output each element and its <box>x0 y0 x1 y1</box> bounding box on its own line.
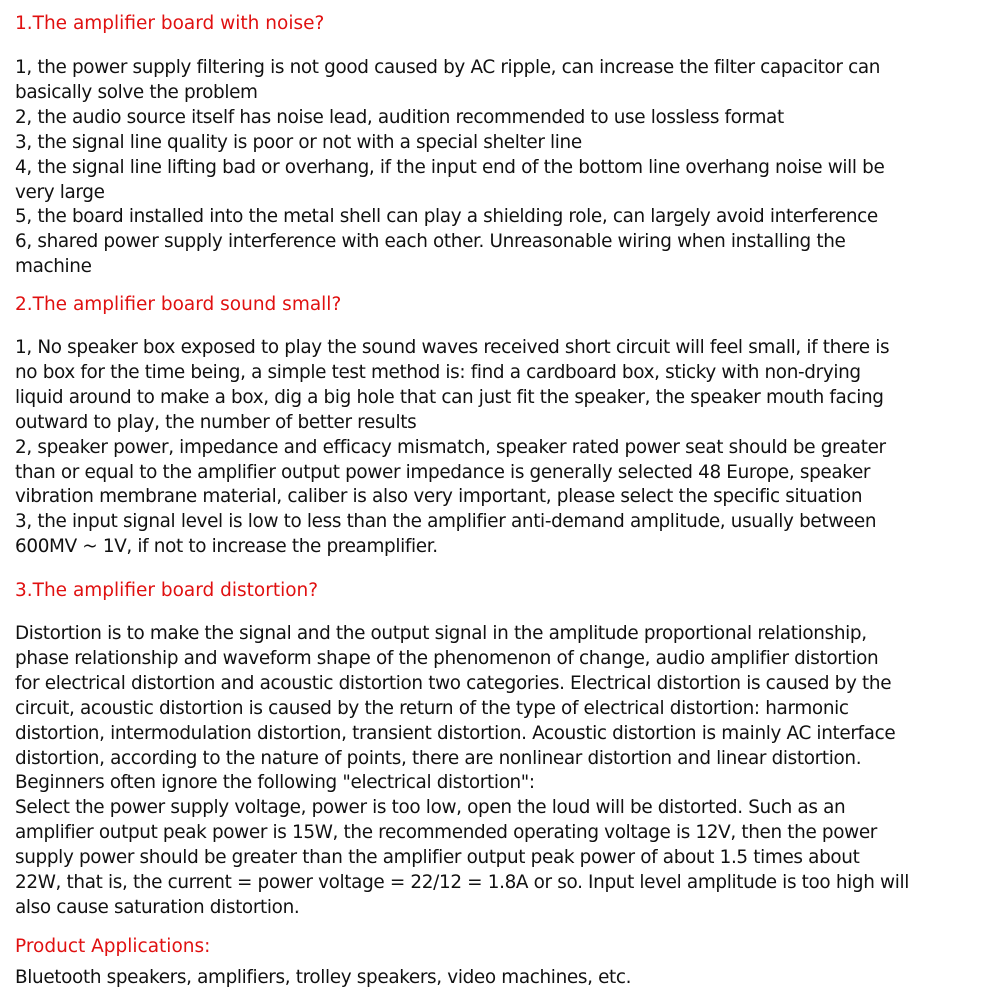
section-2-line: no box for the time being, a simple test method is: find a cardboard box, sticky with non-drying <box>15 361 861 383</box>
section-3-line: distortion, according to the nature of points, there are nonlinear distortion and linear distortion. <box>15 747 862 769</box>
section-3-line: distortion, intermodulation distortion, transient distortion. Acoustic distortion is mainly AC interface <box>15 722 896 744</box>
section-3-line: amplifier output peak power is 15W, the recommended operating voltage is 12V, then the power <box>15 822 878 844</box>
section-2-line: outward to play, the number of better results <box>15 411 417 433</box>
section-2-heading: 2.The amplifier board sound small? <box>15 294 342 315</box>
section-2-line: than or equal to the amplifier output power impedance is generally selected 48 Europe, speaker <box>15 461 871 483</box>
section-3-heading: 3.The amplifier board distortion? <box>15 580 319 601</box>
section-3-line: Select the power supply voltage, power is too low, open the loud will be distorted. Such as an <box>15 797 846 819</box>
section-1-heading: 1.The amplifier board with noise? <box>15 13 325 34</box>
section-2-line: 2, speaker power, impedance and efficacy mismatch, speaker rated power seat should be greater <box>15 436 886 458</box>
section-2-line: 3, the input signal level is low to less than the amplifier anti-demand amplitude, usually between <box>15 511 877 533</box>
section-2-line: liquid around to make a box, dig a big hole that can just fit the speaker, the speaker mouth facing <box>15 386 884 408</box>
section-1-line: very large <box>15 181 105 203</box>
section-3-line: supply power should be greater than the amplifier output peak power of about 1.5 times about <box>15 847 860 869</box>
section-3-line: 22W, that is, the current = power voltage = 22/12 = 1.8A or so. Input level amplitude is too high will <box>15 872 909 894</box>
section-3-body <box>15 622 980 921</box>
section-2-line: 600MV ~ 1V, if not to increase the preamplifier. <box>15 536 438 558</box>
section-2-line: 1, No speaker box exposed to play the sound waves received short circuit will feel small, if there is <box>15 337 890 358</box>
product-applications-line: Bluetooth speakers, amplifiers, trolley speakers, video machines, etc. <box>15 967 632 988</box>
section-2-line: vibration membrane material, caliber is also very important, please select the specific situation <box>15 486 863 508</box>
section-3-line: Beginners often ignore the following "electrical distortion": <box>15 772 535 794</box>
section-3-line: Distortion is to make the signal and the output signal in the amplitude proportional relationship, <box>15 623 867 644</box>
section-1-line: 5, the board installed into the metal shell can play a shielding role, can largely avoid interference <box>15 206 878 228</box>
section-1-line: 2, the audio source itself has noise lead, audition recommended to use lossless format <box>15 106 784 128</box>
section-1-line: 3, the signal line quality is poor or not with a special shelter line <box>15 131 582 153</box>
section-3-line: phase relationship and waveform shape of the phenomenon of change, audio amplifier distortion <box>15 647 879 669</box>
product-applications-body <box>15 966 980 991</box>
section-2-body <box>15 336 980 560</box>
section-3-line: also cause saturation distortion. <box>15 896 300 918</box>
section-1-body <box>15 56 980 280</box>
section-1-line: 6, shared power supply interference with each other. Unreasonable wiring when installing the <box>15 231 846 253</box>
product-applications-heading: Product Applications: <box>15 936 211 957</box>
section-1-line: 1, the power supply filtering is not good caused by AC ripple, can increase the filter capacitor can <box>15 57 881 78</box>
section-3-line: for electrical distortion and acoustic distortion two categories. Electrical distortion is caused by the <box>15 672 892 694</box>
section-1-line: basically solve the problem <box>15 81 258 103</box>
section-1-line: 4, the signal line lifting bad or overhang, if the input end of the bottom line overhang noise will be <box>15 156 885 178</box>
section-1-line: machine <box>15 256 92 278</box>
section-3-line: circuit, acoustic distortion is caused by the return of the type of electrical distortion: harmonic <box>15 697 849 719</box>
